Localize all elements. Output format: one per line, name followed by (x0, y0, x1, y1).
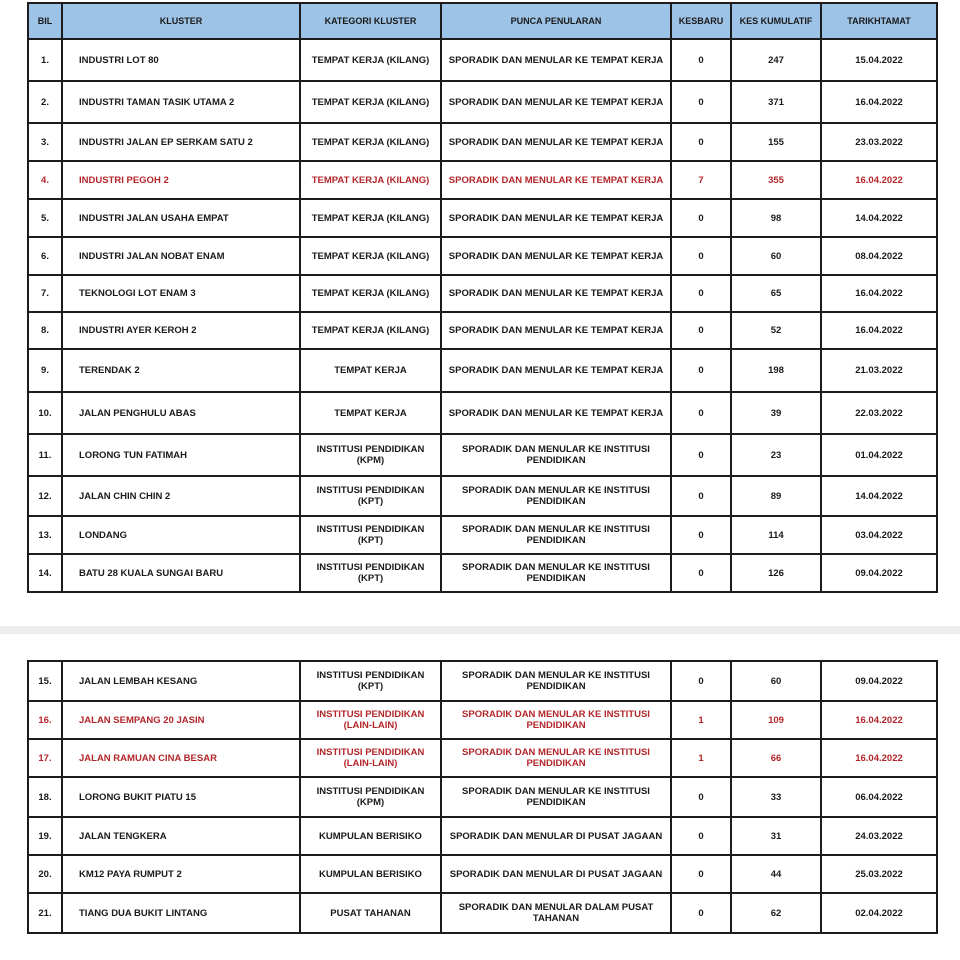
header-kluster: KLUSTER (62, 3, 300, 39)
cell-kluster: KM12 PAYA RUMPUT 2 (62, 855, 300, 893)
header-bil: BIL (28, 3, 62, 39)
table-row (28, 893, 937, 933)
cell-kategori: INSTITUSI PENDIDIKAN (KPT) (300, 554, 441, 592)
cell-punca: SPORADIK DAN MENULAR KE TEMPAT KERJA (441, 199, 671, 237)
header-kategori: KATEGORI KLUSTER (300, 3, 441, 39)
cell-bil: 1. (28, 39, 62, 81)
cell-kesbaru: 0 (671, 476, 731, 516)
header-tarikh: TARIKHTAMAT (821, 3, 937, 39)
cell-kategori: TEMPAT KERJA (KILANG) (300, 312, 441, 349)
cell-tarikh: 16.04.2022 (821, 81, 937, 123)
cell-kategori: TEMPAT KERJA (KILANG) (300, 81, 441, 123)
cell-kumulatif: 89 (731, 476, 821, 516)
cell-kluster: TERENDAK 2 (62, 349, 300, 392)
cell-bil: 16. (28, 701, 62, 739)
cell-kluster: LORONG TUN FATIMAH (62, 434, 300, 476)
cell-kesbaru: 0 (671, 434, 731, 476)
cell-kategori: INSTITUSI PENDIDIKAN (LAIN-LAIN) (300, 701, 441, 739)
header-punca: PUNCA PENULARAN (441, 3, 671, 39)
cell-kluster: INDUSTRI JALAN USAHA EMPAT (62, 199, 300, 237)
cell-tarikh: 25.03.2022 (821, 855, 937, 893)
cell-kluster: INDUSTRI AYER KEROH 2 (62, 312, 300, 349)
cell-bil: 15. (28, 661, 62, 701)
cell-punca: SPORADIK DAN MENULAR KE TEMPAT KERJA (441, 123, 671, 161)
cell-kategori: KUMPULAN BERISIKO (300, 817, 441, 855)
cell-punca: SPORADIK DAN MENULAR KE TEMPAT KERJA (441, 392, 671, 434)
cell-kumulatif: 109 (731, 701, 821, 739)
cell-kesbaru: 0 (671, 81, 731, 123)
cell-punca: SPORADIK DAN MENULAR KE TEMPAT KERJA (441, 81, 671, 123)
cell-kluster: LONDANG (62, 516, 300, 554)
table-row (28, 237, 937, 275)
cell-kluster: BATU 28 KUALA SUNGAI BARU (62, 554, 300, 592)
cell-bil: 6. (28, 237, 62, 275)
cell-kesbaru: 0 (671, 275, 731, 312)
table-row (28, 516, 937, 554)
page-divider (0, 626, 960, 634)
table-row (28, 275, 937, 312)
cell-kesbaru: 0 (671, 554, 731, 592)
cell-kategori: INSTITUSI PENDIDIKAN (LAIN-LAIN) (300, 739, 441, 777)
cell-kesbaru: 0 (671, 392, 731, 434)
cell-kluster: TEKNOLOGI LOT ENAM 3 (62, 275, 300, 312)
cell-bil: 21. (28, 893, 62, 933)
cluster-table-2 (27, 660, 938, 934)
cell-kumulatif: 62 (731, 893, 821, 933)
cell-punca: SPORADIK DAN MENULAR KE INSTITUSI PENDIDIKAN (441, 516, 671, 554)
cell-bil: 19. (28, 817, 62, 855)
header-kumulatif: KES KUMULATIF (731, 3, 821, 39)
cell-tarikh: 02.04.2022 (821, 893, 937, 933)
cell-kategori: TEMPAT KERJA (KILANG) (300, 275, 441, 312)
cell-kumulatif: 66 (731, 739, 821, 777)
cell-kesbaru: 1 (671, 701, 731, 739)
cell-kumulatif: 60 (731, 661, 821, 701)
cell-kumulatif: 44 (731, 855, 821, 893)
cell-bil: 12. (28, 476, 62, 516)
cell-kategori: KUMPULAN BERISIKO (300, 855, 441, 893)
cell-punca: SPORADIK DAN MENULAR KE TEMPAT KERJA (441, 275, 671, 312)
table-row (28, 476, 937, 516)
cell-bil: 14. (28, 554, 62, 592)
cluster-table-1 (27, 2, 938, 593)
cell-tarikh: 03.04.2022 (821, 516, 937, 554)
table-row (28, 777, 937, 817)
cell-kesbaru: 0 (671, 237, 731, 275)
cell-punca: SPORADIK DAN MENULAR KE INSTITUSI PENDIDIKAN (441, 777, 671, 817)
cell-tarikh: 16.04.2022 (821, 701, 937, 739)
cell-bil: 18. (28, 777, 62, 817)
cell-bil: 11. (28, 434, 62, 476)
cell-tarikh: 22.03.2022 (821, 392, 937, 434)
cell-kluster: INDUSTRI JALAN NOBAT ENAM (62, 237, 300, 275)
cell-kesbaru: 7 (671, 161, 731, 199)
cell-kategori: INSTITUSI PENDIDIKAN (KPM) (300, 434, 441, 476)
cell-kesbaru: 0 (671, 349, 731, 392)
cell-punca: SPORADIK DAN MENULAR KE TEMPAT KERJA (441, 237, 671, 275)
cell-tarikh: 09.04.2022 (821, 554, 937, 592)
cell-kategori: TEMPAT KERJA (300, 392, 441, 434)
cell-kesbaru: 0 (671, 199, 731, 237)
cell-punca: SPORADIK DAN MENULAR DI PUSAT JAGAAN (441, 817, 671, 855)
cell-kesbaru: 1 (671, 739, 731, 777)
cell-punca: SPORADIK DAN MENULAR DALAM PUSAT TAHANAN (441, 893, 671, 933)
cell-punca: SPORADIK DAN MENULAR KE INSTITUSI PENDIDIKAN (441, 661, 671, 701)
cell-kumulatif: 39 (731, 392, 821, 434)
cell-kluster: JALAN LEMBAH KESANG (62, 661, 300, 701)
cell-kumulatif: 98 (731, 199, 821, 237)
cell-kategori: TEMPAT KERJA (KILANG) (300, 237, 441, 275)
cell-tarikh: 15.04.2022 (821, 39, 937, 81)
cell-bil: 17. (28, 739, 62, 777)
cell-tarikh: 14.04.2022 (821, 476, 937, 516)
cell-kategori: TEMPAT KERJA (KILANG) (300, 123, 441, 161)
cell-bil: 13. (28, 516, 62, 554)
cell-kesbaru: 0 (671, 312, 731, 349)
cell-tarikh: 09.04.2022 (821, 661, 937, 701)
cell-bil: 4. (28, 161, 62, 199)
table-row (28, 199, 937, 237)
cell-tarikh: 16.04.2022 (821, 312, 937, 349)
table-row (28, 554, 937, 592)
cell-kluster: JALAN RAMUAN CINA BESAR (62, 739, 300, 777)
cell-tarikh: 23.03.2022 (821, 123, 937, 161)
cell-kategori: TEMPAT KERJA (KILANG) (300, 161, 441, 199)
table-row (28, 349, 937, 392)
table-header-row (28, 3, 937, 39)
cell-punca: SPORADIK DAN MENULAR KE TEMPAT KERJA (441, 312, 671, 349)
cell-tarikh: 01.04.2022 (821, 434, 937, 476)
cell-kumulatif: 52 (731, 312, 821, 349)
cell-kluster: INDUSTRI LOT 80 (62, 39, 300, 81)
table-row (28, 312, 937, 349)
cell-kumulatif: 114 (731, 516, 821, 554)
cell-tarikh: 16.04.2022 (821, 161, 937, 199)
cell-kesbaru: 0 (671, 39, 731, 81)
cell-kategori: INSTITUSI PENDIDIKAN (KPT) (300, 516, 441, 554)
cell-kumulatif: 33 (731, 777, 821, 817)
cell-kumulatif: 126 (731, 554, 821, 592)
cell-tarikh: 16.04.2022 (821, 739, 937, 777)
cell-kluster: JALAN PENGHULU ABAS (62, 392, 300, 434)
cell-tarikh: 08.04.2022 (821, 237, 937, 275)
cell-kluster: INDUSTRI JALAN EP SERKAM SATU 2 (62, 123, 300, 161)
cell-kategori: TEMPAT KERJA (300, 349, 441, 392)
cell-kesbaru: 0 (671, 855, 731, 893)
table-row (28, 392, 937, 434)
table-row (28, 39, 937, 81)
cell-bil: 7. (28, 275, 62, 312)
cell-kumulatif: 23 (731, 434, 821, 476)
cell-kumulatif: 371 (731, 81, 821, 123)
cell-kluster: JALAN SEMPANG 20 JASIN (62, 701, 300, 739)
cell-punca: SPORADIK DAN MENULAR KE TEMPAT KERJA (441, 39, 671, 81)
cell-kesbaru: 0 (671, 123, 731, 161)
table-row (28, 81, 937, 123)
cell-kategori: INSTITUSI PENDIDIKAN (KPM) (300, 777, 441, 817)
table-row (28, 434, 937, 476)
table-row (28, 817, 937, 855)
cell-punca: SPORADIK DAN MENULAR KE TEMPAT KERJA (441, 161, 671, 199)
cell-kluster: INDUSTRI PEGOH 2 (62, 161, 300, 199)
cell-tarikh: 24.03.2022 (821, 817, 937, 855)
cell-kesbaru: 0 (671, 516, 731, 554)
table-row (28, 123, 937, 161)
cell-bil: 2. (28, 81, 62, 123)
cell-kluster: LORONG BUKIT PIATU 15 (62, 777, 300, 817)
cell-bil: 9. (28, 349, 62, 392)
cell-kesbaru: 0 (671, 817, 731, 855)
table-row-highlighted (28, 701, 937, 739)
cell-punca: SPORADIK DAN MENULAR KE TEMPAT KERJA (441, 349, 671, 392)
cell-kategori: TEMPAT KERJA (KILANG) (300, 39, 441, 81)
cell-kategori: INSTITUSI PENDIDIKAN (KPT) (300, 661, 441, 701)
cell-kumulatif: 198 (731, 349, 821, 392)
cell-tarikh: 16.04.2022 (821, 275, 937, 312)
cell-punca: SPORADIK DAN MENULAR KE INSTITUSI PENDIDIKAN (441, 554, 671, 592)
cell-punca: SPORADIK DAN MENULAR DI PUSAT JAGAAN (441, 855, 671, 893)
cell-kluster: INDUSTRI TAMAN TASIK UTAMA 2 (62, 81, 300, 123)
cell-kumulatif: 155 (731, 123, 821, 161)
cell-bil: 10. (28, 392, 62, 434)
cell-kategori: TEMPAT KERJA (KILANG) (300, 199, 441, 237)
cell-tarikh: 14.04.2022 (821, 199, 937, 237)
cell-tarikh: 06.04.2022 (821, 777, 937, 817)
cell-kesbaru: 0 (671, 777, 731, 817)
cell-bil: 3. (28, 123, 62, 161)
cell-kumulatif: 60 (731, 237, 821, 275)
cell-kumulatif: 247 (731, 39, 821, 81)
cell-kategori: PUSAT TAHANAN (300, 893, 441, 933)
table-row-highlighted (28, 161, 937, 199)
table-row-highlighted (28, 739, 937, 777)
cell-punca: SPORADIK DAN MENULAR KE INSTITUSI PENDIDIKAN (441, 434, 671, 476)
cell-kesbaru: 0 (671, 661, 731, 701)
table-row (28, 855, 937, 893)
cell-tarikh: 21.03.2022 (821, 349, 937, 392)
cell-kesbaru: 0 (671, 893, 731, 933)
cell-kategori: INSTITUSI PENDIDIKAN (KPT) (300, 476, 441, 516)
cell-bil: 5. (28, 199, 62, 237)
cell-bil: 8. (28, 312, 62, 349)
header-kesbaru: KESBARU (671, 3, 731, 39)
cell-punca: SPORADIK DAN MENULAR KE INSTITUSI PENDIDIKAN (441, 476, 671, 516)
cell-punca: SPORADIK DAN MENULAR KE INSTITUSI PENDIDIKAN (441, 739, 671, 777)
cell-kluster: JALAN CHIN CHIN 2 (62, 476, 300, 516)
cell-kumulatif: 355 (731, 161, 821, 199)
cell-kumulatif: 31 (731, 817, 821, 855)
cell-kluster: TIANG DUA BUKIT LINTANG (62, 893, 300, 933)
table-row (28, 661, 937, 701)
cell-punca: SPORADIK DAN MENULAR KE INSTITUSI PENDIDIKAN (441, 701, 671, 739)
cell-bil: 20. (28, 855, 62, 893)
cell-kumulatif: 65 (731, 275, 821, 312)
cell-kluster: JALAN TENGKERA (62, 817, 300, 855)
